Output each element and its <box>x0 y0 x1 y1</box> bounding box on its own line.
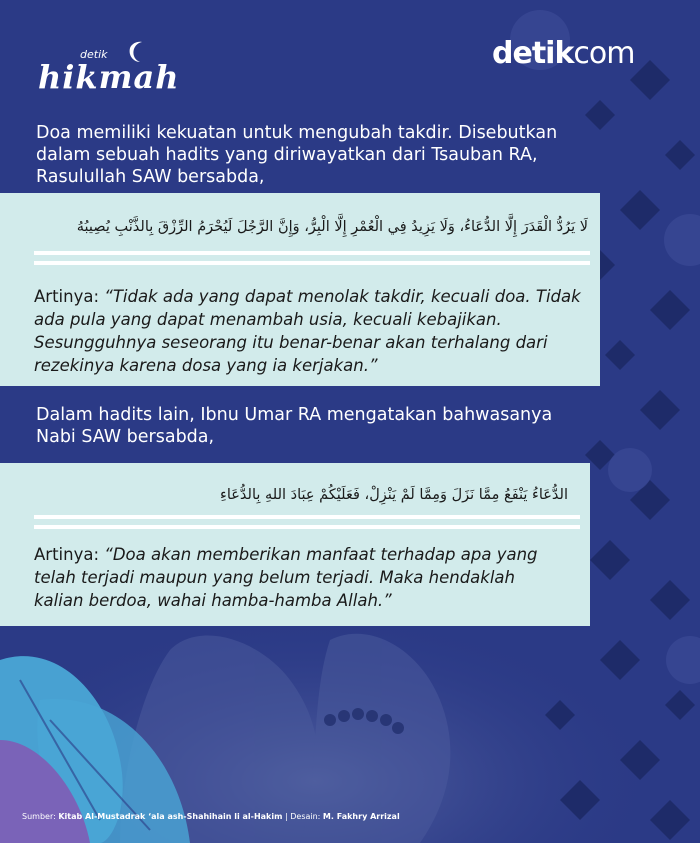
logo-detik-small: detik <box>80 48 108 61</box>
hadith-1-translation: “Tidak ada yang dapat menolak takdir, kecuali doa. Tidak ada pula yang dapat menambah usia, kecuali kebajikan. Sesungguhnya seseorang itu benar-benar akan terhalang dari rezekinya karena dosa yang ia kerjakan.” <box>34 287 581 375</box>
source-label: Sumber: <box>22 812 59 821</box>
translation-label: Artinya: <box>34 545 105 564</box>
translation-label: Artinya: <box>34 287 105 306</box>
divider-line <box>34 251 590 255</box>
hadith-1-translation-block <box>34 285 586 377</box>
mid-paragraph: Dalam hadits lain, Ibnu Umar RA mengatakan bahwasanya Nabi SAW bersabda, <box>36 405 553 447</box>
divider-line <box>34 261 590 265</box>
hadith-2-arabic: الدُّعَاءُ يَنْفَعُ مِمَّا نَزَلَ وَمِمَّا لَمْ يَنْزِلْ، فَعَلَيْكُمْ عِبَادَ اللهِ بِالدُّعَاءِ <box>220 487 568 503</box>
detik-hikmah-logo <box>36 40 180 100</box>
source-credit <box>22 812 400 821</box>
hadith-2-translation: “Doa akan memberikan manfaat terhadap apa yang telah terjadi maupun yang belum terjadi. Maka hendaklah kalian berdoa, wahai hamba-hamba Allah.” <box>34 545 538 610</box>
source-title: Kitab Al-Mustadrak ‘ala ash-Shahihain li al-Hakim <box>58 812 283 821</box>
designer-label: | Desain: <box>282 812 323 821</box>
divider-line <box>34 515 580 519</box>
detikcom-logo-light: com <box>573 36 635 71</box>
hadith-2-translation-block <box>34 543 546 612</box>
intro-paragraph: Doa memiliki kekuatan untuk mengubah takdir. Disebutkan dalam sebuah hadits yang diriwayatkan dari Tsauban RA, Rasulullah SAW bersabda, <box>36 123 558 187</box>
hadith-card-1 <box>0 193 600 386</box>
detikcom-logo-bold: detik <box>492 36 574 71</box>
hadith-1-arabic: لَا يَرُدُّ الْقَدَرَ إِلَّا الدُّعَاءُ، وَلَا يَزِيدُ فِي الْعُمْرِ إِلَّا الْبِرُّ، وَإِنَّ الرَّجُلَ لَيُحْرَمُ الرِّزْقَ بِالذَّنْبِ يُصِيبُهُ <box>76 219 588 235</box>
divider-line <box>34 525 580 529</box>
logo-hikmah-text: hikmah <box>38 58 180 96</box>
designer-name: M. Fakhry Arrizal <box>322 812 400 821</box>
detikcom-logo <box>492 36 634 71</box>
hadith-card-2 <box>0 463 590 626</box>
